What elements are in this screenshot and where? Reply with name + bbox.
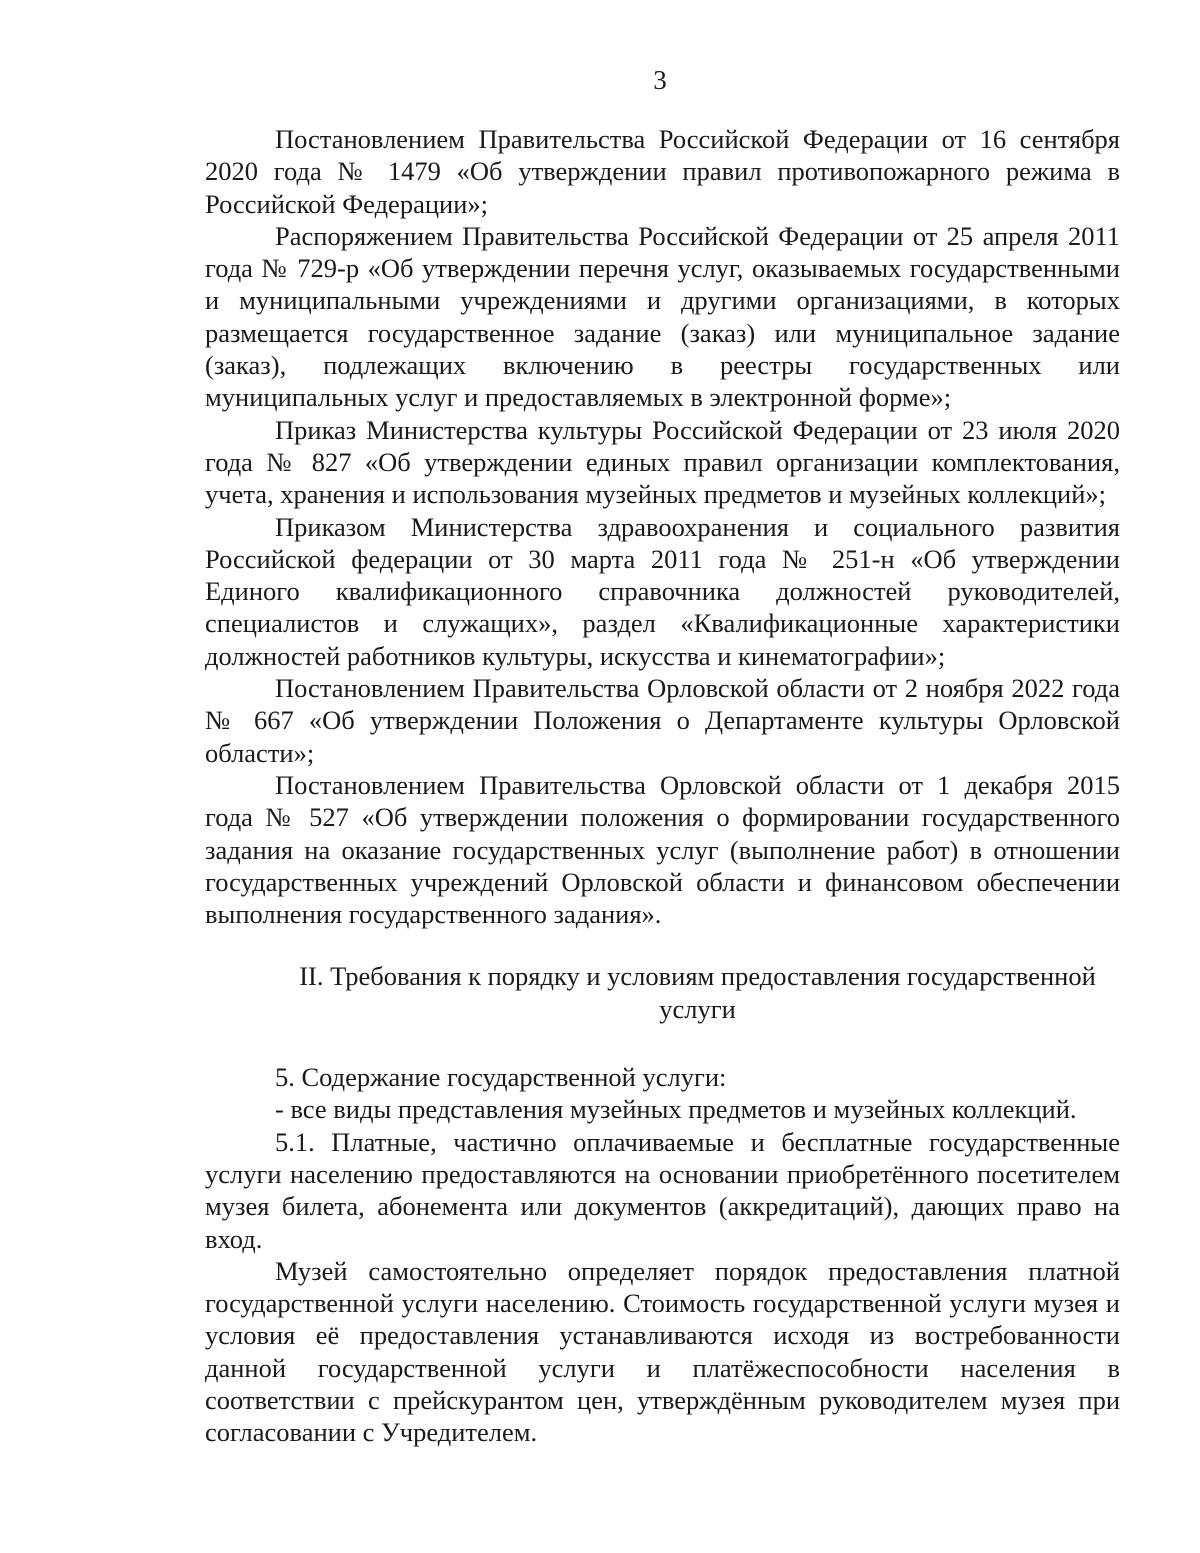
paragraph-culture-department: Постановлением Правительства Орловской области от 2 ноября 2022 года № 667 «Об утверждении Положения о Департаменте культуры Орловской области»; (205, 673, 1120, 768)
paragraph-museum-rules: Приказ Министерства культуры Российской Федерации от 23 июля 2020 года № 827 «Об утверждении единых правил организации комплектования, учета, хранения и использования музейных предметов и музейных коллекций»; (205, 414, 1120, 510)
section-heading-line2: услуги (659, 993, 736, 1024)
paragraph-museum-pricing: Музей самостоятельно определяет порядок предоставления платной государственной услуги населению. Стоимость государственной услуги музея и условия её предоставления устанавливаются исходя из востребованности данной государственной услуги и платёжеспособности населения в соответствии с прейскурантом цен, утверждённым руководителем музея при согласовании с Учредителем. (205, 1255, 1120, 1448)
item-5-1: 5.1. Платные, частично оплачиваемые и бесплатные государственные услуги населению предоставляются на основании приобретённого посетителем музея билета, абонемента или документов (аккредитаций), дающих право на вход. (205, 1126, 1120, 1254)
paragraph-services-list: Распоряжением Правительства Российской Федерации от 25 апреля 2011 года № 729-р «Об утверждении перечня услуг, оказываемых государственными и муниципальными учреждениями и другими организациями, в которых размещается государственное задание (заказ) или муниципальное задание (заказ), подлежащих включению в реестры государственных или муниципальных услуг и предоставляемых в электронной форме»; (205, 220, 1120, 413)
section-heading (205, 960, 1120, 1025)
document-body (205, 123, 1120, 1449)
page-number: 3 (653, 65, 667, 95)
section-heading-line1: II. Требования к порядку и условиям предоставления государственной (299, 961, 1096, 992)
item-5: 5. Содержание государственной услуги: (275, 1062, 727, 1093)
paragraph-state-assignment: Постановлением Правительства Орловской области от 1 декабря 2015 года № 527 «Об утверждении положения о формировании государственного задания на оказание государственных услуг (выполнение работ) в отношении государственных учреждений Орловской области и финансовом обеспечении выполнения государственного задания». (205, 769, 1120, 930)
paragraph-fire-regime: Постановлением Правительства Российской Федерации от 16 сентября 2020 года № 1479 «Об утверждении правил противопожарного режима в Российской Федерации»; (205, 124, 1120, 219)
item-5-bullet: - все виды представления музейных предметов и музейных коллекций. (275, 1094, 1077, 1125)
paragraph-qualification-handbook: Приказом Министерства здравоохранения и социального развития Российской федерации от 30 марта 2011 года № 251-н «Об утверждении Единого квалификационного справочника должностей руководителей, специалистов и служащих», раздел «Квалификационные характеристики должностей работников культуры, искусства и кинематографии»; (205, 511, 1120, 671)
